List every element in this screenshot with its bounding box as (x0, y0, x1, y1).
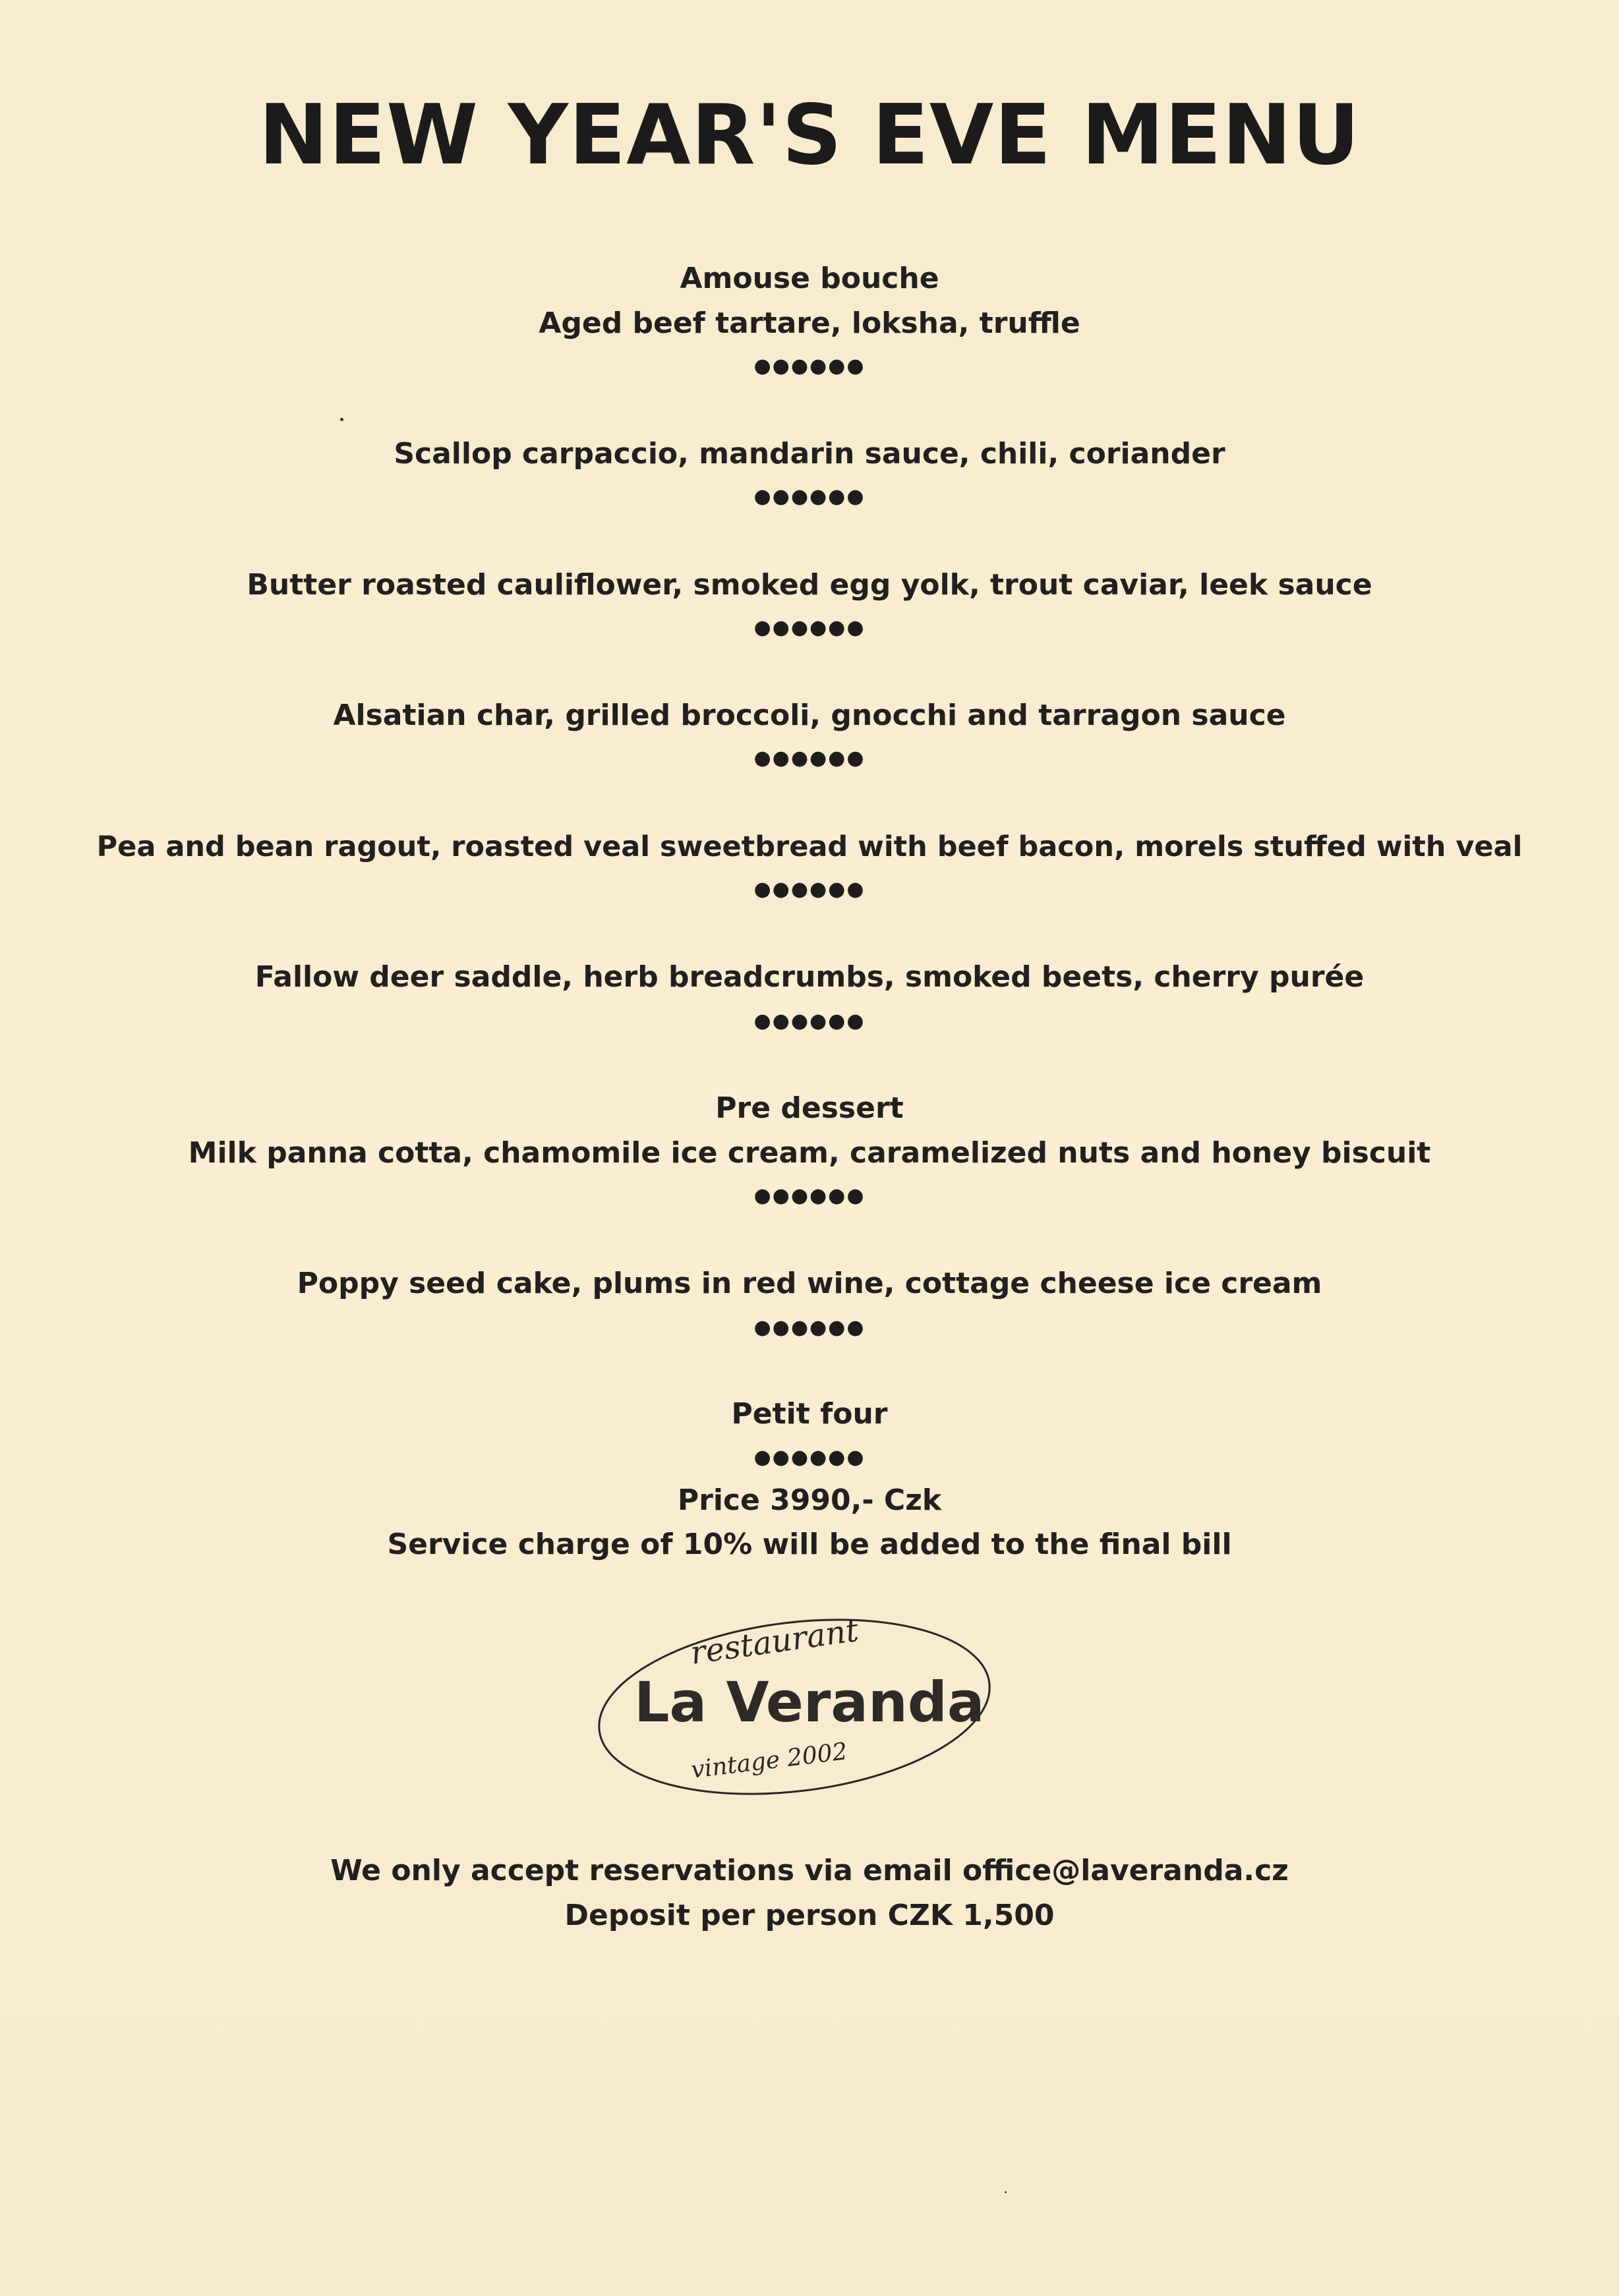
course-label-petit-four: Petit four (731, 1397, 888, 1431)
course-description: Milk panna cotta, chamomile ice cream, caramelized nuts and honey biscuit (188, 1136, 1431, 1170)
course-separator: ●●●●●● (753, 616, 866, 639)
service-charge-note: Service charge of 10% will be added to the final bill (387, 1528, 1232, 1561)
logo-name: La Veranda (634, 1670, 985, 1735)
course-separator: ●●●●●● (753, 1010, 866, 1033)
course-separator: ●●●●●● (753, 485, 866, 508)
paper-speck (340, 418, 343, 421)
course-separator: ●●●●●● (753, 1446, 866, 1469)
logo-top-text: restaurant (688, 1611, 861, 1672)
course-description: Aged beef tartare, loksha, truffle (539, 306, 1080, 340)
menu-title: NEW YEAR'S EVE MENU (258, 86, 1361, 183)
course-separator: ●●●●●● (753, 878, 866, 901)
logo-bottom-text: vintage 2002 (690, 1738, 849, 1784)
course-description: Scallop carpaccio, mandarin sauce, chili, coriander (394, 437, 1225, 471)
la-veranda-logo (593, 1608, 1002, 1806)
menu-price: Price 3990,- Czk (677, 1483, 942, 1517)
course-description: Butter roasted cauliflower, smoked egg yolk, trout caviar, leek sauce (247, 568, 1372, 602)
course-label-amouse-bouche: Amouse bouche (680, 262, 939, 295)
course-separator: ●●●●●● (753, 1184, 866, 1207)
deposit-note: Deposit per person CZK 1,500 (564, 1899, 1055, 1932)
course-separator: ●●●●●● (753, 1316, 866, 1339)
course-label-pre-dessert: Pre dessert (715, 1091, 904, 1125)
paper-speck (1005, 2191, 1007, 2193)
course-description: Alsatian char, grilled broccoli, gnocchi and tarragon sauce (333, 699, 1286, 732)
course-separator: ●●●●●● (753, 747, 866, 770)
course-description: Fallow deer saddle, herb breadcrumbs, smoked beets, cherry purée (254, 960, 1365, 994)
course-description: Poppy seed cake, plums in red wine, cottage cheese ice cream (297, 1267, 1322, 1300)
course-description: Pea and bean ragout, roasted veal sweetbread with beef bacon, morels stuffed with veal (96, 830, 1523, 863)
course-separator: ●●●●●● (753, 355, 866, 378)
reservations-note: We only accept reservations via email office@laveranda.cz (330, 1854, 1289, 1887)
